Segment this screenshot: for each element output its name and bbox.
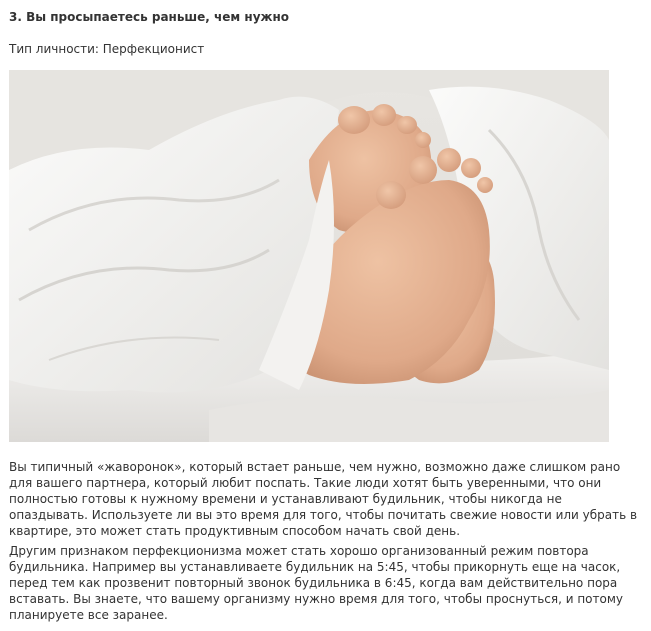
feet-under-blanket-illustration	[9, 70, 609, 442]
article-heading: 3. Вы просыпаетесь раньше, чем нужно	[9, 10, 289, 24]
article-photo	[9, 70, 609, 442]
personality-type: Тип личности: Перфекционист	[9, 42, 205, 56]
article-paragraph: Вы типичный «жаворонок», который встает раньше, чем нужно, возможно даже слишком рано для вашего партнера, который любит поспать. Такие люди хотят быть уверенными, что они полностью готовы к нужному времени и устанавливают будильник, чтобы никогда не опаздывать. Используете ли вы это время для того, чтобы почитать свежие новости или убрать в квартире, это может стать продуктивным способом начать свой день.	[9, 460, 638, 538]
article-paragraph: Другим признаком перфекционизма может стать хорошо организованный режим повтора будильника. Например вы устанавливаете будильник на 5:45, чтобы прикорнуть еще на часок, перед тем как прозвенит повторный звонок будильника в 6:45, когда вам действительно пора вставать. Вы знаете, что вашему организму нужно время для того, чтобы проснуться, и потому планируете все заранее.	[9, 544, 624, 622]
